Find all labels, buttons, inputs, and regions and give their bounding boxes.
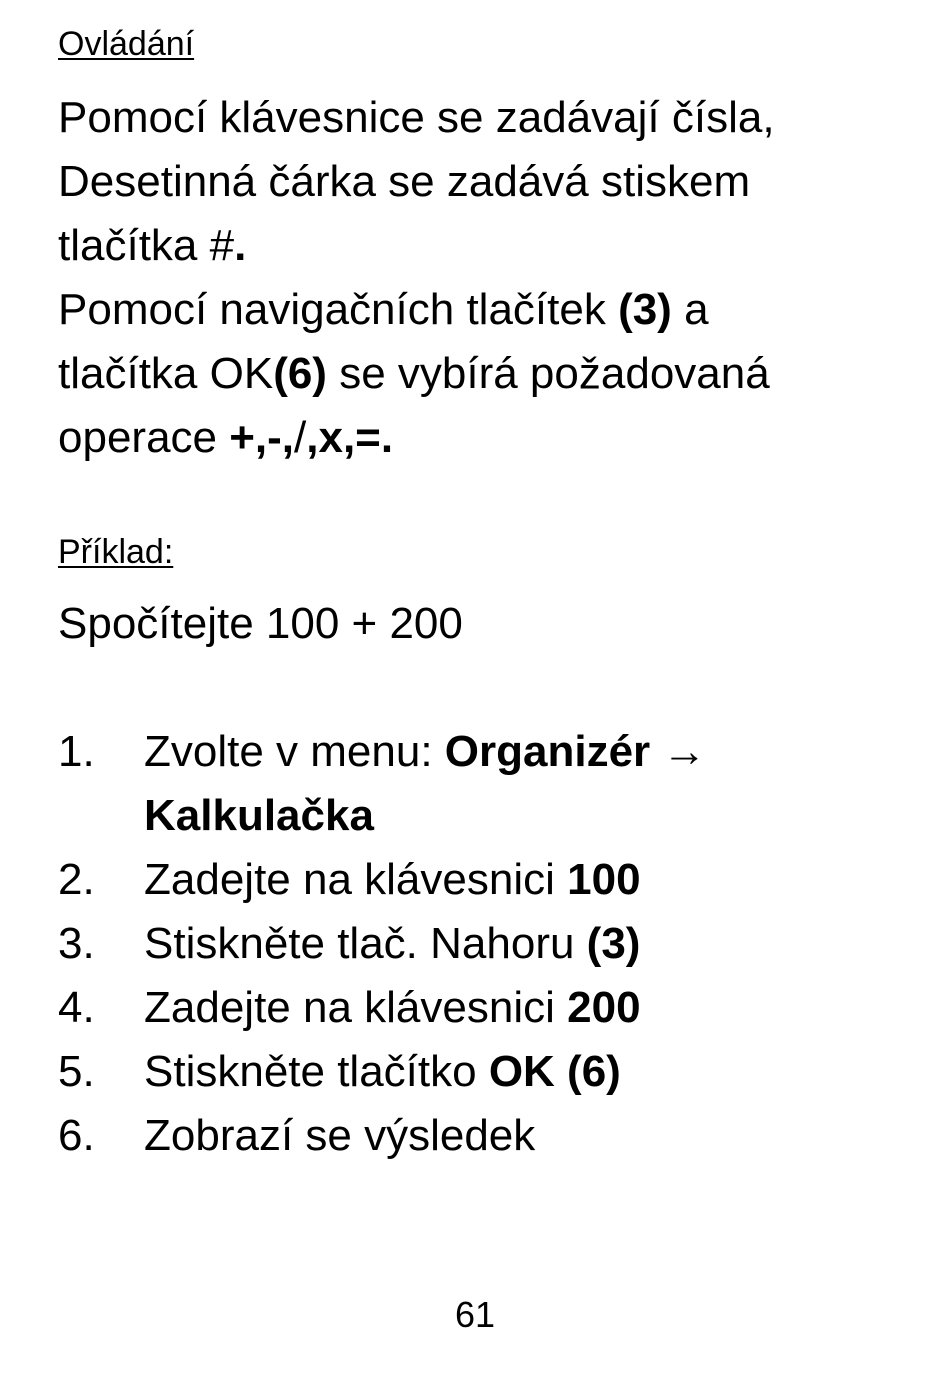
operators-part-1: +,-, bbox=[229, 413, 295, 462]
step-line bbox=[144, 1040, 706, 1104]
list-item bbox=[58, 912, 706, 976]
step-text: Stiskněte tlač. Nahoru bbox=[144, 919, 587, 968]
controls-line-4 bbox=[58, 278, 775, 342]
controls-paragraph bbox=[58, 86, 775, 470]
step-number: 6. bbox=[58, 1111, 95, 1160]
operators-part-2: ,x,=. bbox=[306, 413, 394, 462]
step-line bbox=[144, 976, 706, 1040]
controls-line-6-text: operace bbox=[58, 413, 230, 462]
controls-line-4-text: Pomocí navigačních tlačítek bbox=[58, 285, 619, 334]
example-task-text: Spočítejte 100 + 200 bbox=[58, 599, 463, 648]
step-number: 3. bbox=[58, 919, 95, 968]
list-item bbox=[58, 1104, 706, 1168]
step-line bbox=[144, 848, 706, 912]
step-line bbox=[144, 912, 706, 976]
steps-list bbox=[58, 720, 706, 1168]
step-bold: OK (6) bbox=[488, 1047, 621, 1096]
step-text: Zadejte na klávesnici bbox=[144, 855, 568, 904]
step-text: Stiskněte tlačítko bbox=[144, 1047, 489, 1096]
page-number: 61 bbox=[454, 1294, 496, 1335]
controls-line-4-tail: a bbox=[671, 285, 709, 334]
heading-controls: Ovládání bbox=[58, 25, 195, 63]
step-text: Zvolte v menu: bbox=[144, 727, 445, 776]
step-text: Zobrazí se výsledek bbox=[144, 1111, 536, 1160]
list-item bbox=[58, 848, 706, 912]
list-item bbox=[58, 976, 706, 1040]
example-task bbox=[58, 592, 463, 656]
step-bold: Organizér bbox=[444, 727, 651, 776]
step-line bbox=[144, 1104, 706, 1168]
controls-line-5-tail: se vybírá požadovaná bbox=[326, 349, 770, 398]
arrow-right-icon: → bbox=[662, 727, 707, 776]
step-number: 2. bbox=[58, 855, 95, 904]
heading-example: Příklad: bbox=[58, 533, 174, 571]
controls-line-2: Desetinná čárka se zadává stiskem bbox=[58, 157, 751, 206]
step-number: 4. bbox=[58, 983, 95, 1032]
step-1-line-2 bbox=[144, 784, 706, 848]
nav-key-ref: (3) bbox=[618, 285, 672, 334]
controls-line-3-text: tlačítka # bbox=[58, 221, 235, 270]
step-number: 1. bbox=[58, 727, 95, 776]
controls-line-1: Pomocí klávesnice se zadávají čísla, bbox=[58, 93, 775, 142]
step-bold: 100 bbox=[567, 855, 641, 904]
controls-line-5 bbox=[58, 342, 775, 406]
list-item bbox=[58, 1040, 706, 1104]
step-bold: 200 bbox=[567, 983, 641, 1032]
controls-line-3 bbox=[58, 214, 775, 278]
step-text: Zadejte na klávesnici bbox=[144, 983, 568, 1032]
ok-key-ref: (6) bbox=[273, 349, 327, 398]
list-item bbox=[58, 720, 706, 848]
step-bold: (3) bbox=[586, 919, 641, 968]
operators-slash: / bbox=[294, 413, 307, 462]
controls-line-3-period: . bbox=[234, 221, 247, 270]
step-bold-line2: Kalkulačka bbox=[144, 791, 374, 840]
step-1-line-1 bbox=[144, 720, 706, 784]
step-number: 5. bbox=[58, 1047, 95, 1096]
controls-line-5-text: tlačítka OK bbox=[58, 349, 274, 398]
controls-line-6 bbox=[58, 406, 775, 470]
